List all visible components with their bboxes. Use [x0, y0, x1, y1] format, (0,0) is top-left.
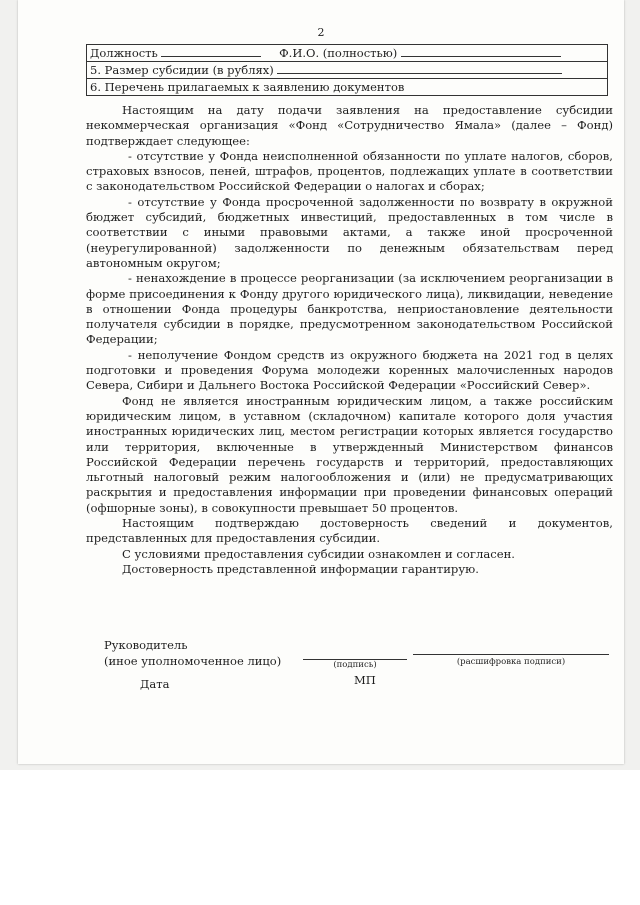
fio-label: Ф.И.О. (полностью) [279, 46, 398, 60]
head-title: Руководитель [104, 638, 188, 652]
signature-block [18, 0, 624, 764]
document-page [18, 0, 624, 764]
declaration-item-reorganization: - ненахождение в процессе реорганизации (за исключением реорганизации в форме присоединения к Фонду другого юридического лица), ликвидации, неведение в отношении Фонда процедуры банкротства, неприостановление деятельности получателя субсидии в порядке, предусмотренном законодательством Российской Федерации; [86, 271, 613, 347]
page-number: 2 [317, 26, 325, 39]
decode-caption: (расшифровка подписи) [456, 657, 566, 667]
stamp-label: МП [354, 673, 376, 687]
documents-label: 6. Перечень прилагаемых к заявлению документов [90, 80, 405, 94]
foreign-entity-paragraph: Фонд не является иностранным юридическим лицом, а также российским юридическим лицом, в уставном (складочном) капитале которого доля участия иностранных юридических лиц, местом регистрации которых является государство или территория, включенные в утвержденный Министерством финансов Российской Федерации перечень государств и территорий, предоставляющих льготный налоговый режим налогообложения и (или) не предусматривающих раскрытия и предоставления информации при проведении финансовых операций (офшорные зоны), в совокупности превышает 50 процентов. [86, 393, 613, 515]
intro-paragraph: Настоящим на дату подачи заявления на предоставление субсидии некоммерческая организация «Фонд «Сотрудничество Ямала» (далее – Фонд) подтверждает следующее: [86, 103, 613, 148]
declaration-item-funding: - неполучение Фондом средств из окружного бюджета на 2021 год в целях подготовки и проведения Форума молодежи коренных малочисленных народов Севера, Сибири и Дальнего Востока Российской Федерации «Российский Север». [86, 347, 613, 393]
guarantee-paragraph: Достоверность представленной информации гарантирую. [122, 561, 479, 576]
declaration-item-taxes: - отсутствие у Фонда неисполненной обязанности по уплате налогов, сборов, страховых взносов, пеней, штрафов, процентов, подлежащих уплате в соответствии с законодательством Российской Федерации о налогах и сборах; [86, 148, 613, 194]
signature-caption: (подпись) [333, 660, 377, 670]
confirm-paragraph: Настоящим подтверждаю достоверность сведений и документов, представленных для предоставления субсидии. [86, 516, 613, 546]
declaration-item-debt: - отсутствие у Фонда просроченной задолженности по возврату в окружной бюджет субсидий, бюджетных инвестиций, предоставленных в том числе в соответствии с иными правовыми актами, а также иной просроченной (неурегулированной) задолженности по денежным обязательствам перед автономным округом; [86, 194, 613, 270]
decode-line [413, 654, 609, 655]
date-label: Дата [140, 677, 170, 691]
subsidy-label: 5. Размер субсидии (в рублях) [90, 63, 274, 77]
agree-paragraph: С условиями предоставления субсидии ознакомлен и согласен. [122, 546, 515, 561]
position-label: Должность [90, 46, 158, 60]
head-label [104, 637, 281, 669]
head-subtitle: (иное уполномоченное лицо) [104, 654, 282, 668]
